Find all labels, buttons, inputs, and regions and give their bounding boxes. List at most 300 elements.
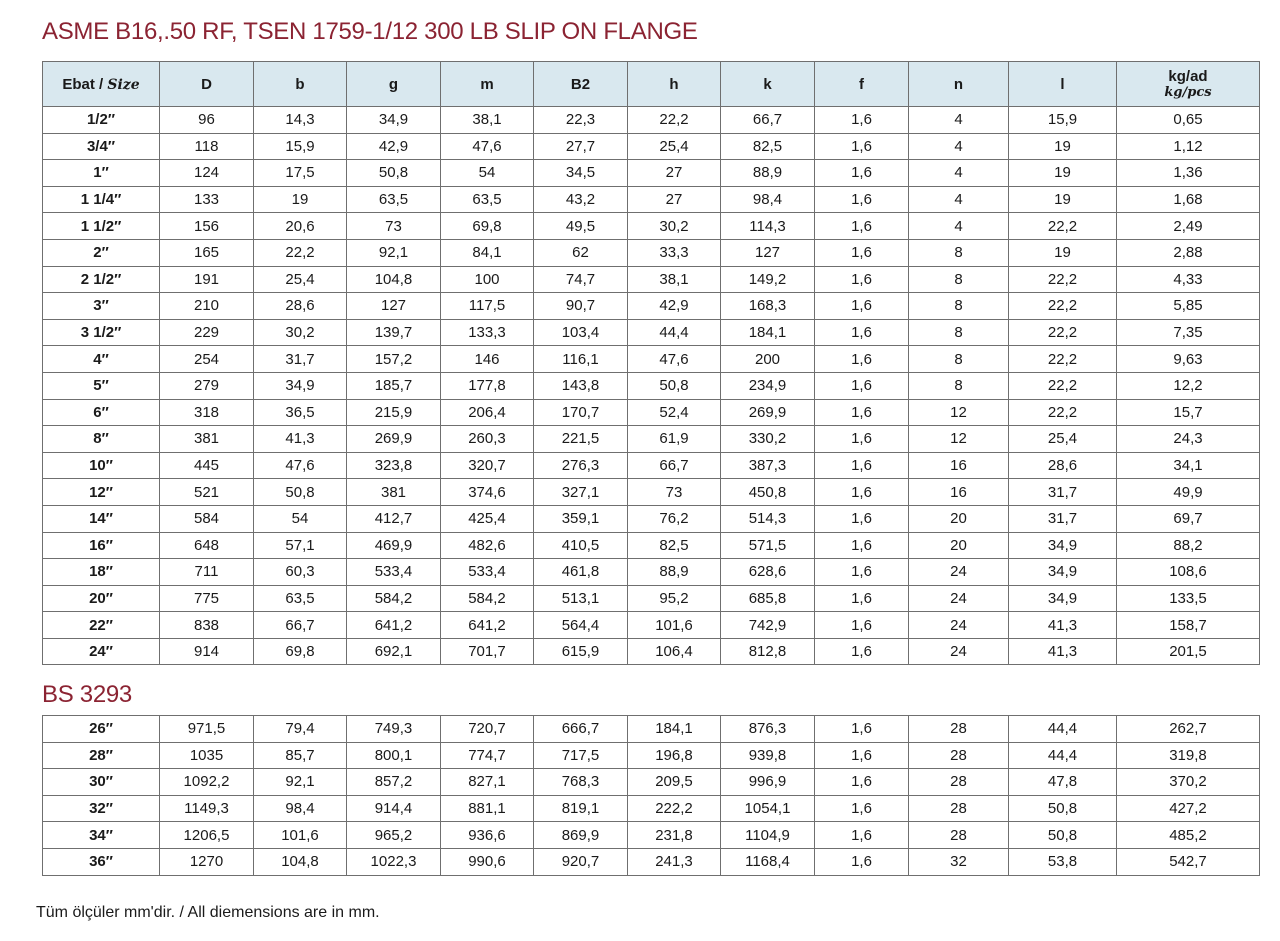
flange-table-bs3293 <box>42 715 1260 876</box>
value-cell: 564,4 <box>534 612 628 639</box>
value-cell: 641,2 <box>347 612 441 639</box>
value-cell: 827,1 <box>441 769 534 796</box>
value-cell: 231,8 <box>628 822 721 849</box>
value-cell: 229 <box>160 319 254 346</box>
value-cell: 209,5 <box>628 769 721 796</box>
value-cell: 412,7 <box>347 505 441 532</box>
value-cell: 469,9 <box>347 532 441 559</box>
value-cell: 165 <box>160 239 254 266</box>
size-cell: 5″ <box>43 372 160 399</box>
value-cell: 50,8 <box>347 160 441 187</box>
value-cell: 22,2 <box>1009 372 1117 399</box>
value-cell: 19 <box>1009 160 1117 187</box>
value-cell: 156 <box>160 213 254 240</box>
value-cell: 116,1 <box>534 346 628 373</box>
value-cell: 20 <box>909 532 1009 559</box>
value-cell: 101,6 <box>254 822 347 849</box>
table-row <box>43 532 1260 559</box>
value-cell: 177,8 <box>441 372 534 399</box>
value-cell: 628,6 <box>721 559 815 586</box>
value-cell: 1,6 <box>815 742 909 769</box>
value-cell: 269,9 <box>347 426 441 453</box>
size-cell: 30″ <box>43 769 160 796</box>
value-cell: 1054,1 <box>721 795 815 822</box>
value-cell: 49,9 <box>1117 479 1260 506</box>
value-cell: 63,5 <box>347 186 441 213</box>
value-cell: 82,5 <box>628 532 721 559</box>
value-cell: 25,4 <box>628 133 721 160</box>
size-cell: 36″ <box>43 848 160 875</box>
value-cell: 615,9 <box>534 638 628 665</box>
value-cell: 939,8 <box>721 742 815 769</box>
table-row <box>43 372 1260 399</box>
table-body-asme <box>43 107 1260 665</box>
value-cell: 41,3 <box>1009 612 1117 639</box>
value-cell: 1,6 <box>815 559 909 586</box>
value-cell: 445 <box>160 452 254 479</box>
size-cell: 26″ <box>43 716 160 743</box>
value-cell: 101,6 <box>628 612 721 639</box>
value-cell: 118 <box>160 133 254 160</box>
value-cell: 85,7 <box>254 742 347 769</box>
header-weight-sub: kg/pcs <box>1164 85 1212 100</box>
value-cell: 201,5 <box>1117 638 1260 665</box>
value-cell: 54 <box>254 505 347 532</box>
value-cell: 1,6 <box>815 848 909 875</box>
value-cell: 1168,4 <box>721 848 815 875</box>
value-cell: 22,2 <box>1009 213 1117 240</box>
value-cell: 774,7 <box>441 742 534 769</box>
value-cell: 196,8 <box>628 742 721 769</box>
value-cell: 819,1 <box>534 795 628 822</box>
value-cell: 8 <box>909 372 1009 399</box>
value-cell: 692,1 <box>347 638 441 665</box>
value-cell: 990,6 <box>441 848 534 875</box>
value-cell: 28 <box>909 822 1009 849</box>
value-cell: 666,7 <box>534 716 628 743</box>
size-cell: 10″ <box>43 452 160 479</box>
value-cell: 28 <box>909 716 1009 743</box>
table-row <box>43 346 1260 373</box>
value-cell: 8 <box>909 239 1009 266</box>
size-cell: 4″ <box>43 346 160 373</box>
value-cell: 66,7 <box>721 107 815 134</box>
value-cell: 215,9 <box>347 399 441 426</box>
value-cell: 22,2 <box>1009 266 1117 293</box>
value-cell: 24 <box>909 612 1009 639</box>
value-cell: 24 <box>909 585 1009 612</box>
value-cell: 31,7 <box>254 346 347 373</box>
value-cell: 168,3 <box>721 293 815 320</box>
value-cell: 47,6 <box>254 452 347 479</box>
value-cell: 92,1 <box>254 769 347 796</box>
value-cell: 318 <box>160 399 254 426</box>
value-cell: 1,6 <box>815 133 909 160</box>
value-cell: 1,6 <box>815 479 909 506</box>
value-cell: 542,7 <box>1117 848 1260 875</box>
value-cell: 584 <box>160 505 254 532</box>
value-cell: 4 <box>909 186 1009 213</box>
value-cell: 1,6 <box>815 532 909 559</box>
value-cell: 15,9 <box>254 133 347 160</box>
table-row <box>43 822 1260 849</box>
value-cell: 47,6 <box>441 133 534 160</box>
value-cell: 90,7 <box>534 293 628 320</box>
table-row <box>43 559 1260 586</box>
value-cell: 34,9 <box>1009 532 1117 559</box>
value-cell: 12 <box>909 399 1009 426</box>
value-cell: 320,7 <box>441 452 534 479</box>
value-cell: 27,7 <box>534 133 628 160</box>
value-cell: 25,4 <box>254 266 347 293</box>
value-cell: 1092,2 <box>160 769 254 796</box>
value-cell: 22,3 <box>534 107 628 134</box>
value-cell: 1,6 <box>815 107 909 134</box>
header-n: n <box>909 62 1009 107</box>
value-cell: 1,6 <box>815 452 909 479</box>
value-cell: 66,7 <box>254 612 347 639</box>
value-cell: 69,8 <box>254 638 347 665</box>
value-cell: 14,3 <box>254 107 347 134</box>
value-cell: 1,6 <box>815 399 909 426</box>
table-row <box>43 213 1260 240</box>
header-weight-label: kg/ad <box>1168 68 1208 85</box>
value-cell: 387,3 <box>721 452 815 479</box>
value-cell: 133,5 <box>1117 585 1260 612</box>
value-cell: 47,8 <box>1009 769 1117 796</box>
table-row <box>43 795 1260 822</box>
value-cell: 17,5 <box>254 160 347 187</box>
value-cell: 222,2 <box>628 795 721 822</box>
value-cell: 69,8 <box>441 213 534 240</box>
value-cell: 1,6 <box>815 716 909 743</box>
value-cell: 28 <box>909 769 1009 796</box>
value-cell: 1,6 <box>815 346 909 373</box>
value-cell: 775 <box>160 585 254 612</box>
size-cell: 1 1/2″ <box>43 213 160 240</box>
value-cell: 108,6 <box>1117 559 1260 586</box>
size-cell: 8″ <box>43 426 160 453</box>
value-cell: 1104,9 <box>721 822 815 849</box>
table-row <box>43 848 1260 875</box>
value-cell: 381 <box>347 479 441 506</box>
value-cell: 19 <box>1009 186 1117 213</box>
value-cell: 359,1 <box>534 505 628 532</box>
value-cell: 20,6 <box>254 213 347 240</box>
value-cell: 22,2 <box>1009 293 1117 320</box>
table-row <box>43 426 1260 453</box>
value-cell: 76,2 <box>628 505 721 532</box>
table-row <box>43 479 1260 506</box>
value-cell: 15,7 <box>1117 399 1260 426</box>
value-cell: 95,2 <box>628 585 721 612</box>
value-cell: 210 <box>160 293 254 320</box>
value-cell: 191 <box>160 266 254 293</box>
value-cell: 38,1 <box>628 266 721 293</box>
table-row <box>43 160 1260 187</box>
header-d: D <box>160 62 254 107</box>
value-cell: 184,1 <box>721 319 815 346</box>
section-title-bs3293: BS 3293 <box>42 681 132 708</box>
value-cell: 1,6 <box>815 372 909 399</box>
value-cell: 1,36 <box>1117 160 1260 187</box>
value-cell: 327,1 <box>534 479 628 506</box>
value-cell: 12,2 <box>1117 372 1260 399</box>
value-cell: 742,9 <box>721 612 815 639</box>
size-cell: 3/4″ <box>43 133 160 160</box>
table-row <box>43 399 1260 426</box>
value-cell: 184,1 <box>628 716 721 743</box>
value-cell: 648 <box>160 532 254 559</box>
value-cell: 50,8 <box>628 372 721 399</box>
value-cell: 1022,3 <box>347 848 441 875</box>
header-g: g <box>347 62 441 107</box>
value-cell: 800,1 <box>347 742 441 769</box>
value-cell: 88,9 <box>628 559 721 586</box>
value-cell: 19 <box>1009 239 1117 266</box>
value-cell: 717,5 <box>534 742 628 769</box>
value-cell: 73 <box>628 479 721 506</box>
size-cell: 16″ <box>43 532 160 559</box>
size-cell: 32″ <box>43 795 160 822</box>
value-cell: 720,7 <box>441 716 534 743</box>
value-cell: 221,5 <box>534 426 628 453</box>
table-row <box>43 638 1260 665</box>
value-cell: 514,3 <box>721 505 815 532</box>
value-cell: 279 <box>160 372 254 399</box>
value-cell: 44,4 <box>628 319 721 346</box>
header-size-label: Ebat / <box>62 75 108 93</box>
value-cell: 4 <box>909 133 1009 160</box>
value-cell: 22,2 <box>1009 319 1117 346</box>
value-cell: 52,4 <box>628 399 721 426</box>
header-k: k <box>721 62 815 107</box>
size-cell: 12″ <box>43 479 160 506</box>
value-cell: 43,2 <box>534 186 628 213</box>
value-cell: 103,4 <box>534 319 628 346</box>
value-cell: 838 <box>160 612 254 639</box>
size-cell: 2″ <box>43 239 160 266</box>
value-cell: 262,7 <box>1117 716 1260 743</box>
table-row <box>43 505 1260 532</box>
value-cell: 685,8 <box>721 585 815 612</box>
table-row <box>43 266 1260 293</box>
header-h: h <box>628 62 721 107</box>
value-cell: 44,4 <box>1009 742 1117 769</box>
footnote-english: / All diemensions are in mm. <box>175 904 380 921</box>
value-cell: 49,5 <box>534 213 628 240</box>
value-cell: 34,9 <box>254 372 347 399</box>
value-cell: 84,1 <box>441 239 534 266</box>
value-cell: 381 <box>160 426 254 453</box>
value-cell: 8 <box>909 266 1009 293</box>
value-cell: 4 <box>909 213 1009 240</box>
value-cell: 25,4 <box>1009 426 1117 453</box>
value-cell: 54 <box>441 160 534 187</box>
value-cell: 15,9 <box>1009 107 1117 134</box>
value-cell: 44,4 <box>1009 716 1117 743</box>
value-cell: 4,33 <box>1117 266 1260 293</box>
value-cell: 1,6 <box>815 585 909 612</box>
value-cell: 1,6 <box>815 266 909 293</box>
value-cell: 27 <box>628 160 721 187</box>
value-cell: 1,6 <box>815 822 909 849</box>
value-cell: 584,2 <box>441 585 534 612</box>
value-cell: 61,9 <box>628 426 721 453</box>
value-cell: 33,3 <box>628 239 721 266</box>
value-cell: 4 <box>909 160 1009 187</box>
size-cell: 6″ <box>43 399 160 426</box>
header-size-italic: Size <box>107 76 140 93</box>
value-cell: 370,2 <box>1117 769 1260 796</box>
value-cell: 641,2 <box>441 612 534 639</box>
value-cell: 254 <box>160 346 254 373</box>
value-cell: 1149,3 <box>160 795 254 822</box>
flange-table-asme <box>42 61 1260 665</box>
value-cell: 319,8 <box>1117 742 1260 769</box>
value-cell: 22,2 <box>1009 346 1117 373</box>
size-cell: 18″ <box>43 559 160 586</box>
value-cell: 74,7 <box>534 266 628 293</box>
value-cell: 32 <box>909 848 1009 875</box>
header-f: f <box>815 62 909 107</box>
value-cell: 30,2 <box>254 319 347 346</box>
value-cell: 749,3 <box>347 716 441 743</box>
header-l: l <box>1009 62 1117 107</box>
value-cell: 996,9 <box>721 769 815 796</box>
value-cell: 971,5 <box>160 716 254 743</box>
value-cell: 63,5 <box>254 585 347 612</box>
value-cell: 34,9 <box>1009 559 1117 586</box>
value-cell: 114,3 <box>721 213 815 240</box>
size-cell: 24″ <box>43 638 160 665</box>
value-cell: 8 <box>909 293 1009 320</box>
value-cell: 19 <box>1009 133 1117 160</box>
header-m: m <box>441 62 534 107</box>
value-cell: 269,9 <box>721 399 815 426</box>
value-cell: 88,9 <box>721 160 815 187</box>
value-cell: 88,2 <box>1117 532 1260 559</box>
value-cell: 41,3 <box>254 426 347 453</box>
value-cell: 521 <box>160 479 254 506</box>
value-cell: 38,1 <box>441 107 534 134</box>
value-cell: 31,7 <box>1009 505 1117 532</box>
value-cell: 1270 <box>160 848 254 875</box>
value-cell: 450,8 <box>721 479 815 506</box>
value-cell: 914 <box>160 638 254 665</box>
value-cell: 146 <box>441 346 534 373</box>
table-body-bs3293 <box>43 716 1260 876</box>
value-cell: 260,3 <box>441 426 534 453</box>
value-cell: 73 <box>347 213 441 240</box>
size-cell: 34″ <box>43 822 160 849</box>
table-row <box>43 769 1260 796</box>
table-row <box>43 186 1260 213</box>
value-cell: 2,88 <box>1117 239 1260 266</box>
value-cell: 0,65 <box>1117 107 1260 134</box>
value-cell: 812,8 <box>721 638 815 665</box>
table-row <box>43 293 1260 320</box>
value-cell: 1,6 <box>815 239 909 266</box>
value-cell: 30,2 <box>628 213 721 240</box>
table-row <box>43 133 1260 160</box>
value-cell: 24 <box>909 638 1009 665</box>
value-cell: 1,6 <box>815 319 909 346</box>
value-cell: 185,7 <box>347 372 441 399</box>
value-cell: 139,7 <box>347 319 441 346</box>
value-cell: 16 <box>909 452 1009 479</box>
size-cell: 3 1/2″ <box>43 319 160 346</box>
value-cell: 427,2 <box>1117 795 1260 822</box>
value-cell: 104,8 <box>254 848 347 875</box>
value-cell: 7,35 <box>1117 319 1260 346</box>
page-title: ASME B16,.50 RF, TSEN 1759-1/12 300 LB SLIP ON FLANGE <box>42 18 698 45</box>
value-cell: 206,4 <box>441 399 534 426</box>
value-cell: 106,4 <box>628 638 721 665</box>
size-cell: 1/2″ <box>43 107 160 134</box>
value-cell: 12 <box>909 426 1009 453</box>
value-cell: 1,6 <box>815 186 909 213</box>
value-cell: 200 <box>721 346 815 373</box>
header-size <box>43 62 160 107</box>
value-cell: 914,4 <box>347 795 441 822</box>
value-cell: 485,2 <box>1117 822 1260 849</box>
value-cell: 9,63 <box>1117 346 1260 373</box>
value-cell: 241,3 <box>628 848 721 875</box>
value-cell: 157,2 <box>347 346 441 373</box>
table-header-row <box>43 62 1260 107</box>
value-cell: 4 <box>909 107 1009 134</box>
value-cell: 34,1 <box>1117 452 1260 479</box>
value-cell: 66,7 <box>628 452 721 479</box>
value-cell: 936,6 <box>441 822 534 849</box>
value-cell: 374,6 <box>441 479 534 506</box>
table-row <box>43 452 1260 479</box>
value-cell: 482,6 <box>441 532 534 559</box>
value-cell: 143,8 <box>534 372 628 399</box>
table-row <box>43 612 1260 639</box>
value-cell: 711 <box>160 559 254 586</box>
value-cell: 330,2 <box>721 426 815 453</box>
value-cell: 42,9 <box>347 133 441 160</box>
value-cell: 170,7 <box>534 399 628 426</box>
size-cell: 14″ <box>43 505 160 532</box>
value-cell: 24 <box>909 559 1009 586</box>
value-cell: 82,5 <box>721 133 815 160</box>
value-cell: 24,3 <box>1117 426 1260 453</box>
value-cell: 16 <box>909 479 1009 506</box>
value-cell: 22,2 <box>628 107 721 134</box>
value-cell: 5,85 <box>1117 293 1260 320</box>
value-cell: 34,9 <box>1009 585 1117 612</box>
value-cell: 881,1 <box>441 795 534 822</box>
value-cell: 60,3 <box>254 559 347 586</box>
value-cell: 513,1 <box>534 585 628 612</box>
value-cell: 1,6 <box>815 612 909 639</box>
value-cell: 425,4 <box>441 505 534 532</box>
value-cell: 920,7 <box>534 848 628 875</box>
value-cell: 42,9 <box>628 293 721 320</box>
value-cell: 768,3 <box>534 769 628 796</box>
value-cell: 533,4 <box>347 559 441 586</box>
value-cell: 50,8 <box>1009 822 1117 849</box>
value-cell: 28,6 <box>254 293 347 320</box>
size-cell: 3″ <box>43 293 160 320</box>
value-cell: 47,6 <box>628 346 721 373</box>
value-cell: 124 <box>160 160 254 187</box>
value-cell: 1,6 <box>815 160 909 187</box>
value-cell: 2,49 <box>1117 213 1260 240</box>
